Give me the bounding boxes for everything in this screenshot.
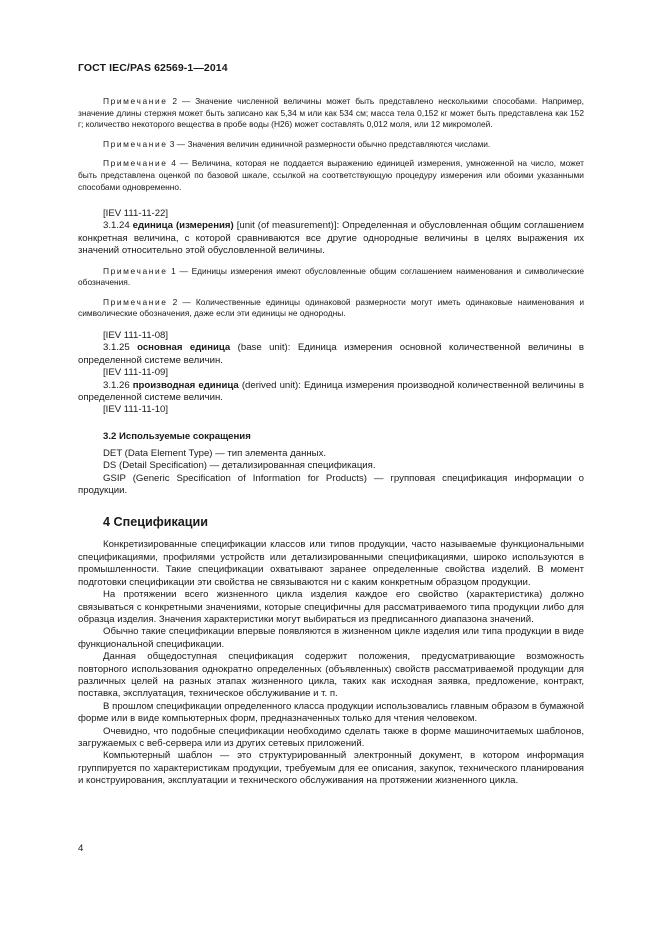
note-3 (78, 139, 584, 151)
definition-3-1-25 (78, 342, 584, 367)
note-label: Примечание (103, 138, 168, 149)
note-text: 4 — Величина, которая не поддается выражению единицей измерения, умноженной на число, может быть представлена оценкой по базовой шкале, ссылкой на соответствующую процедуру измерения или обоими указанными способами одновременно. (78, 158, 584, 192)
note-1-units (78, 266, 584, 289)
clause-number: 3.1.25 (103, 342, 138, 354)
definition-3-1-26 (78, 380, 584, 405)
abbreviation-ds: DS (Detail Specification) — детализированная спецификация. (103, 460, 376, 472)
reference-iev-111-11-22: [IEV 111-11-22] (103, 208, 169, 219)
clause-number: 3.1.24 (103, 220, 133, 232)
term: производная единица (132, 379, 239, 391)
notes-top-block (78, 96, 584, 193)
term: единица (измерения) (132, 220, 234, 232)
section-4-heading: 4 Спецификации (103, 515, 208, 530)
note-text: 3 — Значения величин единичной размерности обычно представляются числами. (167, 138, 491, 149)
abbreviation-det: DET (Data Element Type) — тип элемента данных. (103, 447, 327, 459)
section-4-paragraph: Обычно такие спецификации впервые появляются в жизненном цикле изделия или типа продукции в виде функциональной спецификации. (78, 626, 584, 650)
section-4-paragraph: Данная общедоступная спецификация содержит положения, предусматривающие возможность повторного использования однократно определенных (объявленных) свойств рассматриваемой продукции для различных целей на разных этапах жизненного цикла, таких как исходная заявка, предложение, контракт, поставка, эксплуатация, техническое обслуживание и т. п. (78, 651, 584, 700)
note-text: 2 — Значение численной величины может быть представлено несколькими способами. Например, значение длины стержня может быть записано как 5,34 м или как 534 см; масса тела 0,152 кг может быть представлена как 152 г; количество некоторого вещества в пробе воды (H26) может составлять 0,012 моля, или 12 микромолей. (78, 96, 584, 130)
note-label: Примечание (103, 296, 168, 307)
abbreviations-list (78, 448, 584, 498)
abbreviation-gsip: GSIP (Generic Specification of Information for Products) — групповая спецификация информации о продукции. (78, 472, 584, 497)
reference-iev-111-11-08: [IEV 111-11-08] (103, 330, 169, 341)
section-4-body (78, 539, 584, 787)
definitions-block (78, 208, 584, 788)
note-2 (78, 96, 584, 131)
note-4 (78, 158, 584, 193)
note-text: 2 — Количественные единицы одинаковой размерности могут иметь одинаковые наименования и символические обозначения, даже если эти единицы не однородны. (78, 296, 584, 319)
note-label: Примечание (103, 265, 168, 276)
reference-iev-111-11-10: [IEV 111-11-10] (103, 404, 169, 416)
section-4-paragraph: На протяжении всего жизненного цикла изделия каждое его свойство (характеристика) должно связываться с конкретными значениями, которые специфичны для рассматриваемого типа продукции либо для образца изделия. Значения характеристики могут выбираться из предписанного диапазона значений. (78, 589, 584, 625)
note-text: 1 — Единицы измерения имеют обусловленные общим соглашением наименования и символические обозначения. (78, 265, 584, 288)
definition-3-1-24 (78, 220, 584, 257)
document-header: ГОСТ IEC/PAS 62569-1—2014 (78, 62, 228, 74)
definition-text: (base unit): Единица измерения основной количественной величины в определенной системе величин. (78, 342, 584, 366)
note-label: Примечание (103, 96, 168, 106)
note-label: Примечание (103, 158, 168, 169)
definition-text: (derived unit): Единица измерения производной количественной величины в определенной системе величин. (78, 379, 584, 404)
definition-text: [unit (of measurement)]: Определенная и обусловленная общим соглашением конкретная величина, с которой сравниваются все другие однородные величины в целях выражения их значений относительно этой обусловленной величины. (78, 220, 584, 257)
section-4-paragraph: Очевидно, что подобные спецификации необходимо сделать также в форме машиночитаемых шаблонов, загружаемых с веб-сервера или из других сетевых приложений. (78, 725, 584, 749)
section-4-paragraph: В прошлом спецификации определенного класса продукции использовались главным образом в бумажной форме или в виде компьютерных форм, предназначенных только для чтения человеком. (78, 700, 584, 725)
term: основная единица (137, 342, 231, 354)
section-4-paragraph: Конкретизированные спецификации классов или типов продукции, часто называемые функциональными спецификациями, профилями устройств или детализированными спецификациями, широко используются в промышленности. Такие спецификации охватывают заранее определенные свойства изделий. В момент подготовки спецификации эти свойства не связываются ни с каким конкретным образцом продукции. (78, 539, 584, 588)
clause-number: 3.1.26 (103, 379, 133, 391)
page-number: 4 (78, 843, 84, 854)
section-4-paragraph: Компьютерный шаблон — это структурированный электронный документ, в котором информация группируется по характеристикам продукции, требуемым для ее описания, закупок, технического планирования и конструирования, эксплуатации и технического обслуживания на протяжении жизненного цикла. (78, 750, 584, 787)
reference-iev-111-11-09: [IEV 111-11-09] (103, 367, 169, 379)
note-2-units (78, 297, 584, 320)
section-3-2-heading: 3.2 Используемые сокращения (103, 430, 251, 442)
